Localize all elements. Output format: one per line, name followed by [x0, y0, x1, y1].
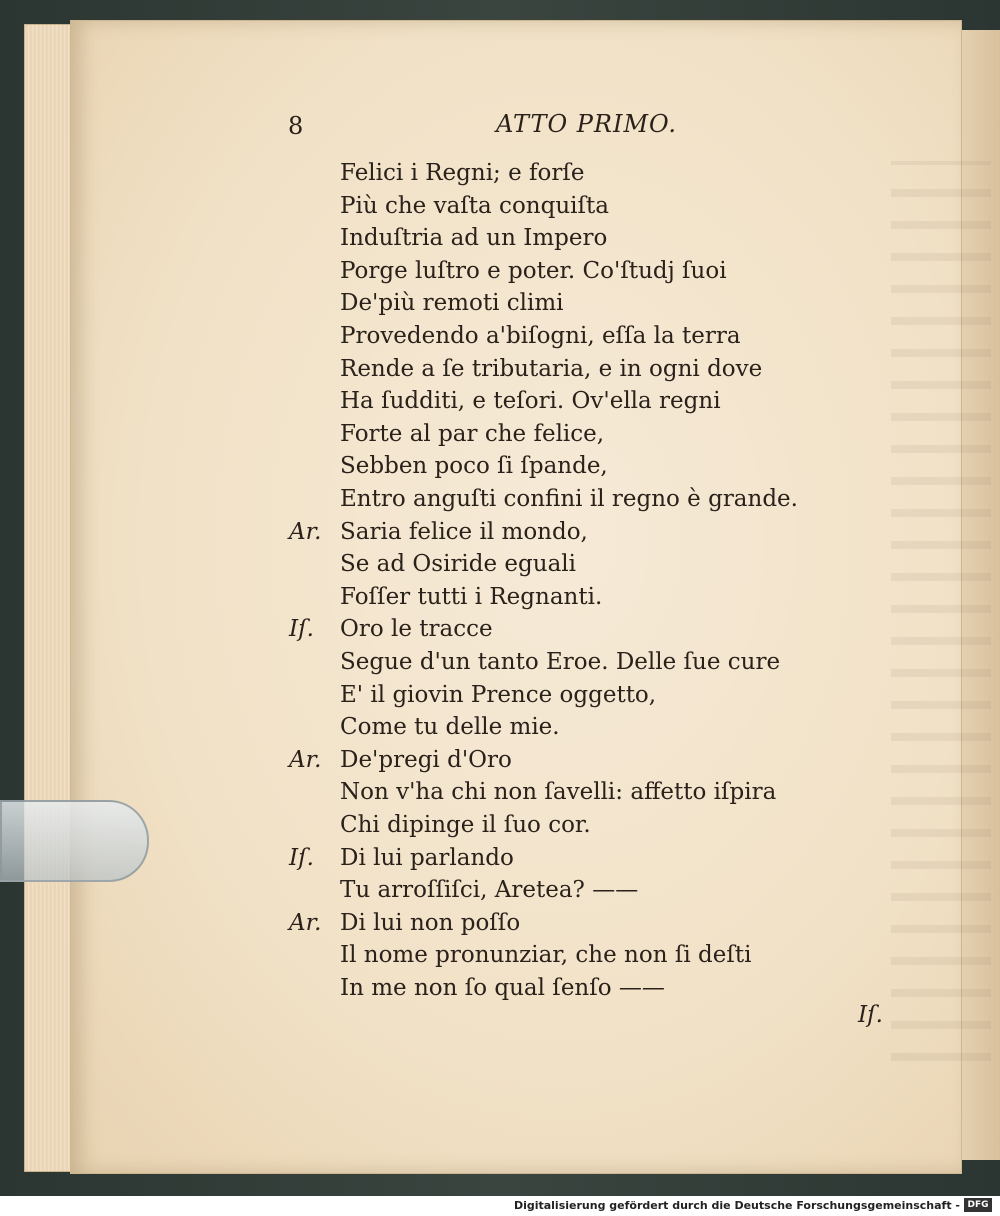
verse-line: Segue d'un tanto Eroe. Delle ſue cure — [340, 649, 781, 675]
verse-line: Più che vaſta conquiſta — [340, 192, 609, 219]
verse-line: Non v'ha chi non ſavelli: affetto iſpira — [340, 779, 777, 806]
verse-line: Felici i Regni; e forſe — [340, 160, 585, 186]
verse-line: Sebben poco ſi ſpande, — [340, 453, 608, 480]
verse-line: Forte al par che felice, — [340, 420, 605, 447]
speaker-label: Ar. — [289, 909, 322, 936]
verse-line: Induſtria ad un Impero — [340, 225, 608, 252]
running-head: ATTO PRIMO. — [496, 110, 677, 138]
verse-line: Ha ſudditi, e teſori. Ov'ella regni — [340, 388, 721, 415]
speaker-label: Ar. — [289, 518, 322, 545]
verse-line: Chi dipinge il ſuo cor. — [340, 812, 591, 838]
speaker-label: Iſ. — [289, 844, 314, 871]
verse-line: E' il giovin Prence oggetto, — [340, 681, 657, 708]
verse-line: Tu arroſſiſci, Aretea? —— — [340, 877, 639, 904]
dfg-logo: DFG — [964, 1198, 992, 1212]
verse-line: Oro le tracce — [340, 616, 493, 643]
verse-line: Come tu delle mie. — [340, 714, 560, 741]
verse-line: Se ad Osiride eguali — [340, 551, 577, 578]
verse-line: Rende a ſe tributaria, e in ogni dove — [340, 355, 763, 382]
verse-line: Entro anguſti confini il regno è grande. — [340, 486, 798, 512]
speaker-label: Iſ. — [289, 616, 314, 643]
verse-line: Di lui parlando — [340, 844, 514, 871]
page-holder-clip — [0, 800, 149, 882]
verse-line: Il nome pronunziar, che non ſi deſti — [340, 942, 752, 969]
verse-line: Foſſer tutti i Regnanti. — [340, 583, 603, 610]
catchword: Iſ. — [858, 1002, 883, 1028]
speaker-label: Ar. — [289, 746, 322, 773]
page-number: 8 — [288, 112, 304, 140]
verse-line: Di lui non poſſo — [340, 909, 521, 936]
show-through — [891, 161, 991, 1061]
verse-line: De'pregi d'Oro — [340, 746, 512, 773]
footer-credit: Digitalisierung gefördert durch die Deutsche Forschungsgemeinschaft - — [513, 1199, 960, 1212]
verse-line: In me non ſo qual ſenſo —— — [340, 975, 665, 1001]
verse-line: Porge luſtro e poter. Co'ſtudj ſuoi — [340, 257, 727, 284]
verse-line: Provedendo a'biſogni, eſſa la terra — [340, 323, 741, 349]
verse-line: Saria felice il mondo, — [340, 518, 588, 545]
verse-line: De'più remoti climi — [340, 290, 564, 317]
